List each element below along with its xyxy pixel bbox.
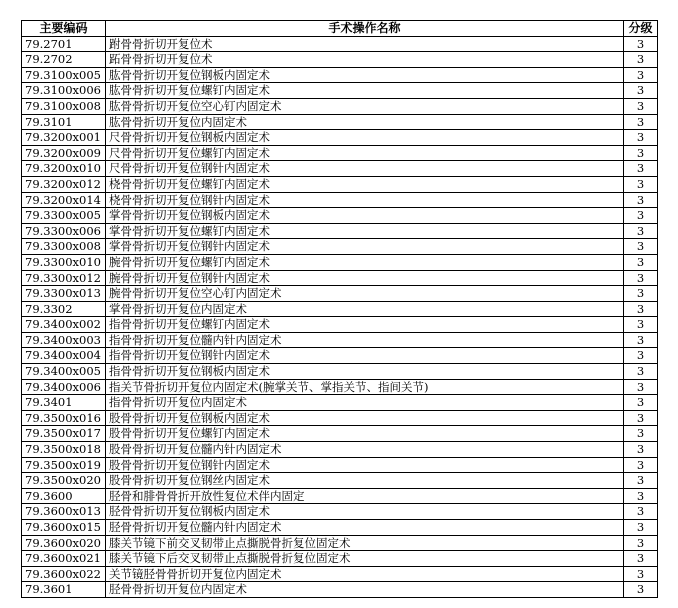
table-header <box>22 21 658 37</box>
grade-cell: 3 <box>624 83 658 99</box>
grade-cell: 3 <box>624 270 658 286</box>
code-cell: 79.3300x013 <box>22 286 106 302</box>
grade-cell: 3 <box>624 332 658 348</box>
name-cell: 关节镜胫骨骨折切开复位内固定术 <box>106 566 624 582</box>
grade-cell: 3 <box>624 286 658 302</box>
table-row <box>22 83 658 99</box>
grade-cell: 3 <box>624 473 658 489</box>
table-row <box>22 535 658 551</box>
table-row <box>22 410 658 426</box>
name-cell: 跖骨骨折切开复位术 <box>106 52 624 68</box>
table-row <box>22 520 658 536</box>
name-cell: 胫骨骨折切开复位髓内针内固定术 <box>106 520 624 536</box>
name-cell: 胫骨和腓骨骨折开放性复位术伴内固定 <box>106 488 624 504</box>
grade-cell: 3 <box>624 223 658 239</box>
table-row <box>22 566 658 582</box>
code-cell: 79.3400x006 <box>22 379 106 395</box>
grade-cell: 3 <box>624 395 658 411</box>
code-cell: 79.3400x005 <box>22 364 106 380</box>
grade-cell: 3 <box>624 36 658 52</box>
name-cell: 股骨骨折切开复位螺钉内固定术 <box>106 426 624 442</box>
grade-cell: 3 <box>624 254 658 270</box>
grade-cell: 3 <box>624 535 658 551</box>
name-cell: 尺骨骨折切开复位钢针内固定术 <box>106 161 624 177</box>
name-cell: 肱骨骨折切开复位空心钉内固定术 <box>106 98 624 114</box>
table-row <box>22 208 658 224</box>
table-row <box>22 145 658 161</box>
table-row <box>22 254 658 270</box>
code-cell: 79.3600x013 <box>22 504 106 520</box>
code-cell: 79.3300x006 <box>22 223 106 239</box>
code-cell: 79.3600 <box>22 488 106 504</box>
grade-cell: 3 <box>624 145 658 161</box>
table-row <box>22 114 658 130</box>
table-row <box>22 67 658 83</box>
name-cell: 桡骨骨折切开复位螺钉内固定术 <box>106 176 624 192</box>
name-cell: 腕骨骨折切开复位螺钉内固定术 <box>106 254 624 270</box>
table-row <box>22 364 658 380</box>
table-row <box>22 348 658 364</box>
name-cell: 掌骨骨折切开复位钢针内固定术 <box>106 239 624 255</box>
code-cell: 79.3200x014 <box>22 192 106 208</box>
code-cell: 79.3400x002 <box>22 317 106 333</box>
table-row <box>22 270 658 286</box>
name-cell: 指骨骨折切开复位髓内针内固定术 <box>106 332 624 348</box>
grade-cell: 3 <box>624 301 658 317</box>
grade-cell: 3 <box>624 582 658 598</box>
name-cell: 肱骨骨折切开复位钢板内固定术 <box>106 67 624 83</box>
header-code: 主要编码 <box>22 21 106 37</box>
table-row <box>22 98 658 114</box>
table-row <box>22 473 658 489</box>
table-body <box>22 36 658 597</box>
code-cell: 79.2701 <box>22 36 106 52</box>
code-cell: 79.3200x009 <box>22 145 106 161</box>
grade-cell: 3 <box>624 317 658 333</box>
code-cell: 79.3101 <box>22 114 106 130</box>
name-cell: 掌骨骨折切开复位螺钉内固定术 <box>106 223 624 239</box>
name-cell: 桡骨骨折切开复位钢针内固定术 <box>106 192 624 208</box>
code-cell: 79.3400x003 <box>22 332 106 348</box>
name-cell: 腕骨骨折切开复位空心钉内固定术 <box>106 286 624 302</box>
code-cell: 79.3300x005 <box>22 208 106 224</box>
name-cell: 膝关节镜下后交叉韧带止点撕脱骨折复位固定术 <box>106 551 624 567</box>
code-cell: 79.3200x012 <box>22 176 106 192</box>
grade-cell: 3 <box>624 520 658 536</box>
table-row <box>22 239 658 255</box>
grade-cell: 3 <box>624 98 658 114</box>
grade-cell: 3 <box>624 348 658 364</box>
name-cell: 尺骨骨折切开复位螺钉内固定术 <box>106 145 624 161</box>
grade-cell: 3 <box>624 457 658 473</box>
table-row <box>22 395 658 411</box>
code-cell: 79.3200x001 <box>22 130 106 146</box>
name-cell: 股骨骨折切开复位髓内针内固定术 <box>106 442 624 458</box>
table-row <box>22 223 658 239</box>
grade-cell: 3 <box>624 114 658 130</box>
table-row <box>22 551 658 567</box>
name-cell: 指骨骨折切开复位钢针内固定术 <box>106 348 624 364</box>
name-cell: 股骨骨折切开复位钢丝内固定术 <box>106 473 624 489</box>
code-cell: 79.3300x012 <box>22 270 106 286</box>
table-row <box>22 161 658 177</box>
table-row <box>22 332 658 348</box>
code-cell: 79.3500x017 <box>22 426 106 442</box>
code-cell: 79.3600x021 <box>22 551 106 567</box>
procedure-table <box>21 20 658 598</box>
grade-cell: 3 <box>624 52 658 68</box>
grade-cell: 3 <box>624 551 658 567</box>
table-row <box>22 286 658 302</box>
table-row <box>22 192 658 208</box>
grade-cell: 3 <box>624 239 658 255</box>
table-row <box>22 426 658 442</box>
grade-cell: 3 <box>624 566 658 582</box>
code-cell: 79.3300x010 <box>22 254 106 270</box>
code-cell: 79.3100x005 <box>22 67 106 83</box>
header-name: 手术操作名称 <box>106 21 624 37</box>
grade-cell: 3 <box>624 442 658 458</box>
name-cell: 股骨骨折切开复位钢针内固定术 <box>106 457 624 473</box>
table-row <box>22 176 658 192</box>
code-cell: 79.3302 <box>22 301 106 317</box>
name-cell: 肱骨骨折切开复位螺钉内固定术 <box>106 83 624 99</box>
code-cell: 79.3601 <box>22 582 106 598</box>
code-cell: 79.3401 <box>22 395 106 411</box>
table-row <box>22 488 658 504</box>
code-cell: 79.3300x008 <box>22 239 106 255</box>
grade-cell: 3 <box>624 426 658 442</box>
code-cell: 79.3500x016 <box>22 410 106 426</box>
grade-cell: 3 <box>624 488 658 504</box>
header-row <box>22 21 658 37</box>
table-row <box>22 52 658 68</box>
grade-cell: 3 <box>624 130 658 146</box>
name-cell: 腕骨骨折切开复位钢针内固定术 <box>106 270 624 286</box>
grade-cell: 3 <box>624 410 658 426</box>
name-cell: 掌骨骨折切开复位钢板内固定术 <box>106 208 624 224</box>
table-row <box>22 442 658 458</box>
name-cell: 指骨骨折切开复位螺钉内固定术 <box>106 317 624 333</box>
table-row <box>22 504 658 520</box>
grade-cell: 3 <box>624 67 658 83</box>
code-cell: 79.3600x020 <box>22 535 106 551</box>
grade-cell: 3 <box>624 364 658 380</box>
code-cell: 79.3100x006 <box>22 83 106 99</box>
name-cell: 指骨骨折切开复位内固定术 <box>106 395 624 411</box>
code-cell: 79.3200x010 <box>22 161 106 177</box>
name-cell: 胫骨骨折切开复位内固定术 <box>106 582 624 598</box>
name-cell: 跗骨骨折切开复位术 <box>106 36 624 52</box>
code-cell: 79.3500x018 <box>22 442 106 458</box>
name-cell: 膝关节镜下前交叉韧带止点撕脱骨折复位固定术 <box>106 535 624 551</box>
name-cell: 股骨骨折切开复位钢板内固定术 <box>106 410 624 426</box>
table-row <box>22 36 658 52</box>
name-cell: 指关节骨折切开复位内固定术(腕掌关节、掌指关节、指间关节) <box>106 379 624 395</box>
code-cell: 79.3500x019 <box>22 457 106 473</box>
grade-cell: 3 <box>624 504 658 520</box>
name-cell: 胫骨骨折切开复位钢板内固定术 <box>106 504 624 520</box>
name-cell: 掌骨骨折切开复位内固定术 <box>106 301 624 317</box>
code-cell: 79.3600x022 <box>22 566 106 582</box>
code-cell: 79.3600x015 <box>22 520 106 536</box>
code-cell: 79.2702 <box>22 52 106 68</box>
code-cell: 79.3100x008 <box>22 98 106 114</box>
table-row <box>22 130 658 146</box>
grade-cell: 3 <box>624 379 658 395</box>
code-cell: 79.3500x020 <box>22 473 106 489</box>
grade-cell: 3 <box>624 176 658 192</box>
name-cell: 肱骨骨折切开复位内固定术 <box>106 114 624 130</box>
table-row <box>22 457 658 473</box>
procedure-sheet <box>21 20 657 598</box>
table-row <box>22 582 658 598</box>
table-row <box>22 317 658 333</box>
table-row <box>22 379 658 395</box>
grade-cell: 3 <box>624 192 658 208</box>
name-cell: 尺骨骨折切开复位钢板内固定术 <box>106 130 624 146</box>
grade-cell: 3 <box>624 161 658 177</box>
grade-cell: 3 <box>624 208 658 224</box>
name-cell: 指骨骨折切开复位钢板内固定术 <box>106 364 624 380</box>
table-row <box>22 301 658 317</box>
code-cell: 79.3400x004 <box>22 348 106 364</box>
header-grade: 分级 <box>624 21 658 37</box>
